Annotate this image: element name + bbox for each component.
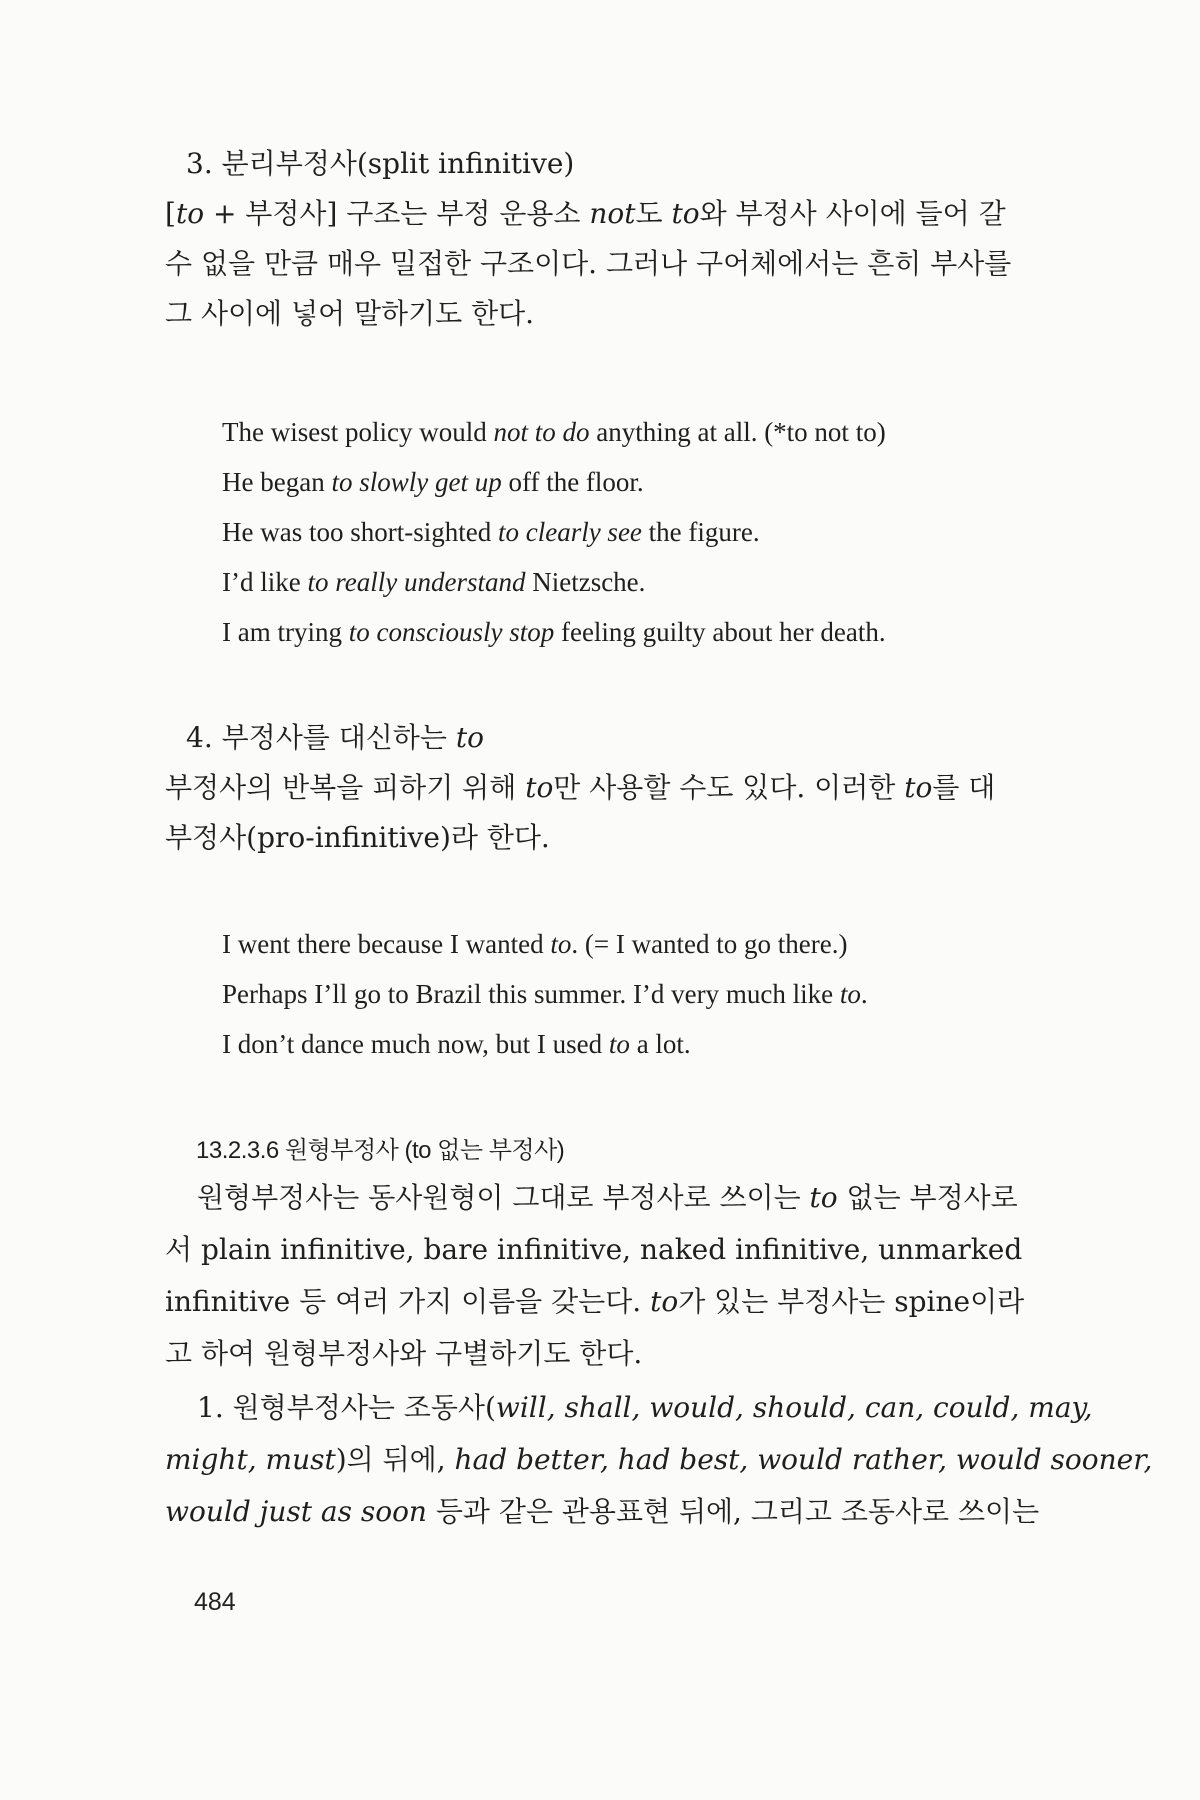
text: The wisest policy would <box>222 417 494 447</box>
section-3-para-line-3: 그 사이에 넣어 말하기도 한다. <box>165 297 535 330</box>
italic-text: to <box>550 929 572 959</box>
text: 를 대 <box>932 771 996 804</box>
italic-text: had better, had best, would rather, would sooner, <box>454 1443 1153 1476</box>
text: 만 사용할 수도 있다. 이러한 <box>553 771 905 804</box>
section-3-para-line-1 <box>165 196 1006 232</box>
text: I am trying <box>222 617 349 647</box>
text: )의 뒤에, <box>335 1443 455 1476</box>
text: 와 부정사 사이에 들어 갈 <box>699 197 1006 230</box>
text: 1. 원형부정사는 조동사( <box>197 1391 496 1424</box>
page-number: 484 <box>194 1588 236 1616</box>
italic-text: to <box>650 1285 679 1318</box>
item-1-line-1 <box>197 1390 1093 1426</box>
text: . (= I wanted to go there.) <box>571 929 848 959</box>
italic-text: not to do <box>493 417 590 447</box>
text: [ <box>165 197 176 230</box>
text: the figure. <box>641 517 760 547</box>
italic-text: will, shall, would, should, can, could, may, <box>495 1391 1093 1424</box>
example-sentence <box>222 614 886 650</box>
text: 없는 부정사로 <box>837 1181 1018 1214</box>
text: 부정사의 반복을 피하기 위해 <box>165 771 526 804</box>
item-1-line-3 <box>165 1494 1039 1530</box>
text: 원형부정사는 동사원형이 그대로 부정사로 쓰이는 <box>197 1181 810 1214</box>
text: 도 <box>635 197 672 230</box>
text: Perhaps I’ll go to Brazil this summer. I’d very much like <box>222 979 840 1009</box>
italic-text: to <box>175 197 205 230</box>
text: 등과 같은 관용표현 뒤에, 그리고 조동사로 쓰이는 <box>426 1495 1040 1528</box>
example-sentence <box>222 414 886 450</box>
italic-text: to <box>455 721 484 754</box>
italic-text: to <box>608 1029 630 1059</box>
italic-text: to <box>809 1181 838 1214</box>
text: off the floor. <box>501 467 644 497</box>
example-sentence <box>222 926 848 962</box>
italic-text: to clearly see <box>497 517 642 547</box>
text: feeling guilty about her death. <box>554 617 886 647</box>
example-sentence <box>222 1026 691 1062</box>
example-sentence <box>222 464 644 500</box>
example-sentence <box>222 976 868 1012</box>
italic-text: to <box>839 979 861 1009</box>
italic-text: not <box>589 197 636 230</box>
text: + 부정사] 구조는 부정 운용소 <box>204 197 590 230</box>
text: 가 있는 부정사는 spine이라 <box>678 1285 1025 1318</box>
section-4-heading <box>186 720 484 756</box>
italic-text: to slowly get up <box>331 467 502 497</box>
text: He began <box>222 467 332 497</box>
text: 4. 부정사를 대신하는 <box>186 721 456 754</box>
text: I’d like <box>222 567 308 597</box>
text: I don’t dance much now, but I used <box>222 1029 609 1059</box>
text: I went there because I wanted <box>222 929 551 959</box>
text: a lot. <box>629 1029 691 1059</box>
section-13-2-3-6-para-line-2: 서 plain infinitive, bare infinitive, naked infinitive, unmarked <box>165 1233 1023 1266</box>
italic-text: might, must <box>165 1443 336 1476</box>
section-4-para-line-1 <box>165 770 995 806</box>
italic-text: to really understand <box>307 567 526 597</box>
text: . <box>860 979 868 1009</box>
section-3-para-line-2: 수 없을 만큼 매우 밀접한 구조이다. 그러나 구어체에서는 흔히 부사를 <box>165 247 1012 280</box>
italic-text: to <box>904 771 933 804</box>
example-sentence <box>222 564 645 600</box>
text: infinitive 등 여러 가지 이름을 갖는다. <box>165 1285 651 1318</box>
italic-text: would just as soon <box>165 1495 427 1528</box>
text: anything at all. (*to not to) <box>589 417 886 447</box>
italic-text: to <box>525 771 554 804</box>
section-13-2-3-6-para-line-3 <box>165 1284 1024 1320</box>
item-1-line-2 <box>165 1442 1152 1478</box>
example-sentence <box>222 514 760 550</box>
section-13-2-3-6-para-line-4: 고 하여 원형부정사와 구별하기도 한다. <box>165 1337 643 1370</box>
text: He was too short-sighted <box>222 517 498 547</box>
italic-text: to consciously stop <box>348 617 555 647</box>
section-13-2-3-6-heading: 13.2.3.6 원형부정사 (to 없는 부정사) <box>196 1137 565 1164</box>
section-13-2-3-6-para-line-1 <box>197 1180 1018 1216</box>
section-4-para-line-2: 부정사(pro-infinitive)라 한다. <box>165 821 550 854</box>
section-3-heading: 3. 분리부정사(split infinitive) <box>186 147 575 180</box>
text: Nietzsche. <box>525 567 646 597</box>
italic-text: to <box>671 197 700 230</box>
